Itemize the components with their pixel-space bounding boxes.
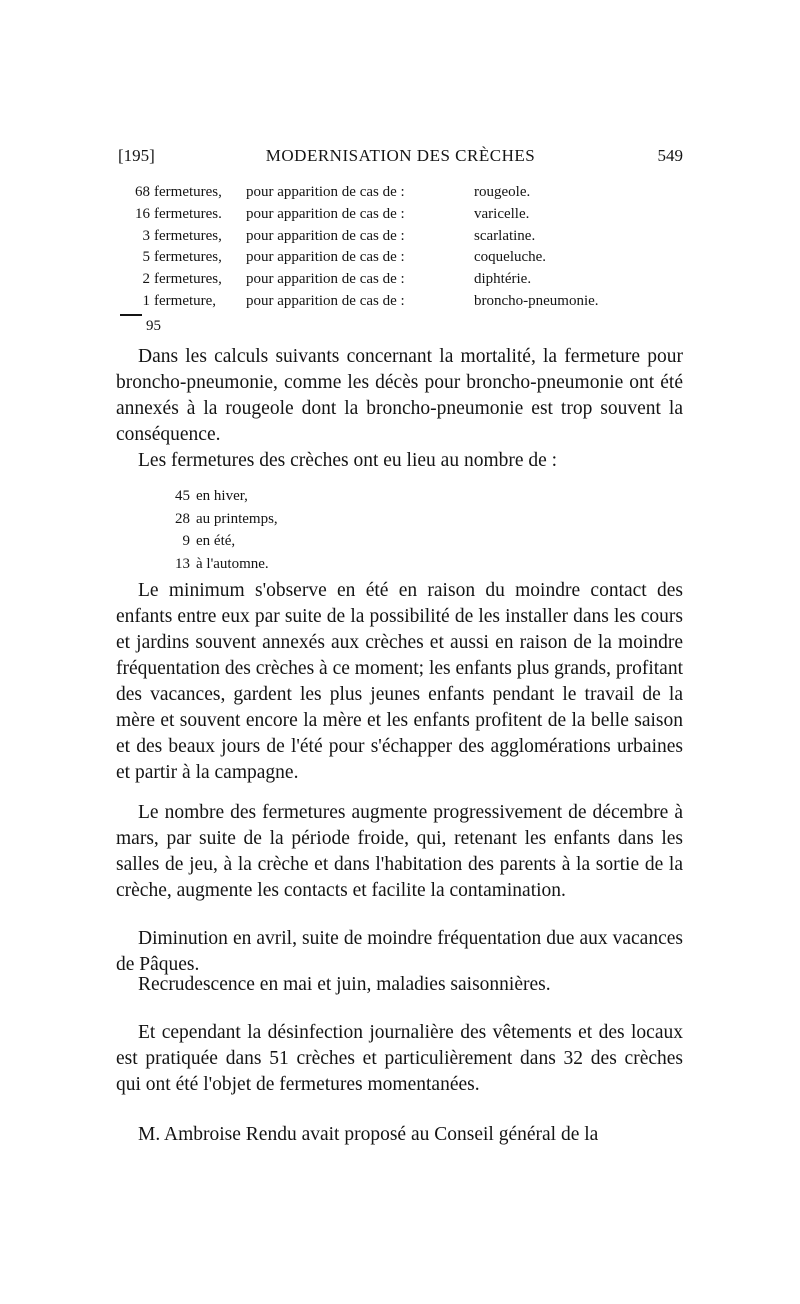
closures-list [130, 182, 599, 313]
season-label: à l'automne. [196, 555, 269, 572]
season-label: en hiver, [196, 488, 248, 504]
paragraph-april-decrease: Diminution en avril, suite de moindre fréquentation due aux vacances de Pâques. [116, 928, 683, 975]
closure-row [130, 182, 599, 204]
page-header [118, 146, 683, 170]
closure-count: 2 [142, 271, 150, 288]
closure-count: 3 [142, 227, 150, 244]
paragraph-disinfection: Et cependant la désinfection journalière des vêtements et des locaux est pratiquée dans 51 crèches et particulièrement dans 32 des crèches qui ont été l'objet de fermetures momentanées. [116, 1022, 683, 1095]
closure-word: fermetures, [154, 249, 222, 266]
season-count: 13 [175, 555, 190, 572]
closure-phrase: pour apparition de cas de : [246, 292, 405, 309]
closure-word: fermetures, [154, 227, 222, 244]
seasons-list [172, 485, 278, 575]
paragraph-rendu: M. Ambroise Rendu avait proposé au Conseil général de la [138, 1124, 599, 1145]
closure-word: fermeture, [154, 292, 217, 309]
season-row [172, 553, 278, 576]
season-label: au printemps, [196, 510, 278, 527]
closures-total: 95 [146, 318, 161, 334]
season-count: 28 [175, 510, 190, 527]
season-count: 9 [182, 533, 190, 549]
season-row [172, 508, 278, 531]
closure-phrase: pour apparition de cas de : [246, 249, 405, 266]
season-row [172, 485, 278, 508]
sum-rule [120, 314, 142, 316]
closure-count: 16 [135, 205, 150, 222]
closure-count: 1 [142, 292, 150, 309]
paragraph-mortality: Dans les calculs suivants concernant la mortalité, la fermeture pour broncho-pneumonie, comme les décès pour broncho-pneumonie ont été annexés à la rougeole dont la broncho-pneumonie est trop souvent la conséquence. [116, 346, 683, 445]
closure-disease: coqueluche. [474, 249, 547, 266]
closure-disease: varicelle. [474, 205, 530, 222]
page-number: 549 [657, 146, 683, 165]
closure-word: fermetures, [154, 184, 222, 200]
closure-row [130, 269, 599, 291]
closure-phrase: pour apparition de cas de : [246, 227, 405, 244]
closure-count: 68 [135, 184, 150, 200]
closure-disease: broncho-pneumonie. [474, 292, 599, 309]
closure-row [130, 226, 599, 248]
closure-disease: rougeole. [474, 184, 531, 200]
closure-count: 5 [142, 249, 150, 266]
paragraph-may-june: Recrudescence en mai et juin, maladies saisonnières. [138, 974, 551, 995]
closure-word: fermetures. [154, 205, 222, 222]
paragraph-winter-increase: Le nombre des fermetures augmente progressivement de décembre à mars, par suite de la période froide, qui, retenant les enfants dans les salles de jeu, à la crèche et dans l'habitation des parents à la sortie de la crèche, augmente les contacts et facilite la contamination. [116, 802, 683, 901]
closure-disease: diphtérie. [474, 271, 532, 288]
closure-phrase: pour apparition de cas de : [246, 205, 405, 222]
closure-phrase: pour apparition de cas de : [246, 271, 405, 288]
running-title: MODERNISATION DES CRÈCHES [265, 146, 536, 165]
season-count: 45 [175, 488, 190, 504]
season-label: en été, [196, 533, 236, 549]
closure-row [130, 247, 599, 269]
page-reference: [195] [118, 146, 155, 165]
closure-disease: scarlatine. [474, 227, 536, 244]
paragraph-closures-intro: Les fermetures des crèches ont eu lieu au nombre de : [138, 450, 558, 471]
closure-phrase: pour apparition de cas de : [246, 184, 405, 200]
paragraph-summer-minimum: Le minimum s'observe en été en raison du moindre contact des enfants entre eux par suite de la possibilité de les installer dans les cours et jardins souvent annexés aux crèches et aussi en raison de la moindre fréquentation des crèches à ce moment; les enfants plus grands, profitant des vacances, gardent les plus jeunes enfants pendant le travail de la mère et souvent encore la mère et les enfants profitent de la belle saison et des beaux jours de l'été pour s'échapper des agglomérations urbaines et partir à la campagne. [116, 580, 683, 783]
closure-row [130, 291, 599, 313]
closure-word: fermetures, [154, 271, 222, 288]
season-row [172, 530, 278, 553]
closure-row [130, 204, 599, 226]
